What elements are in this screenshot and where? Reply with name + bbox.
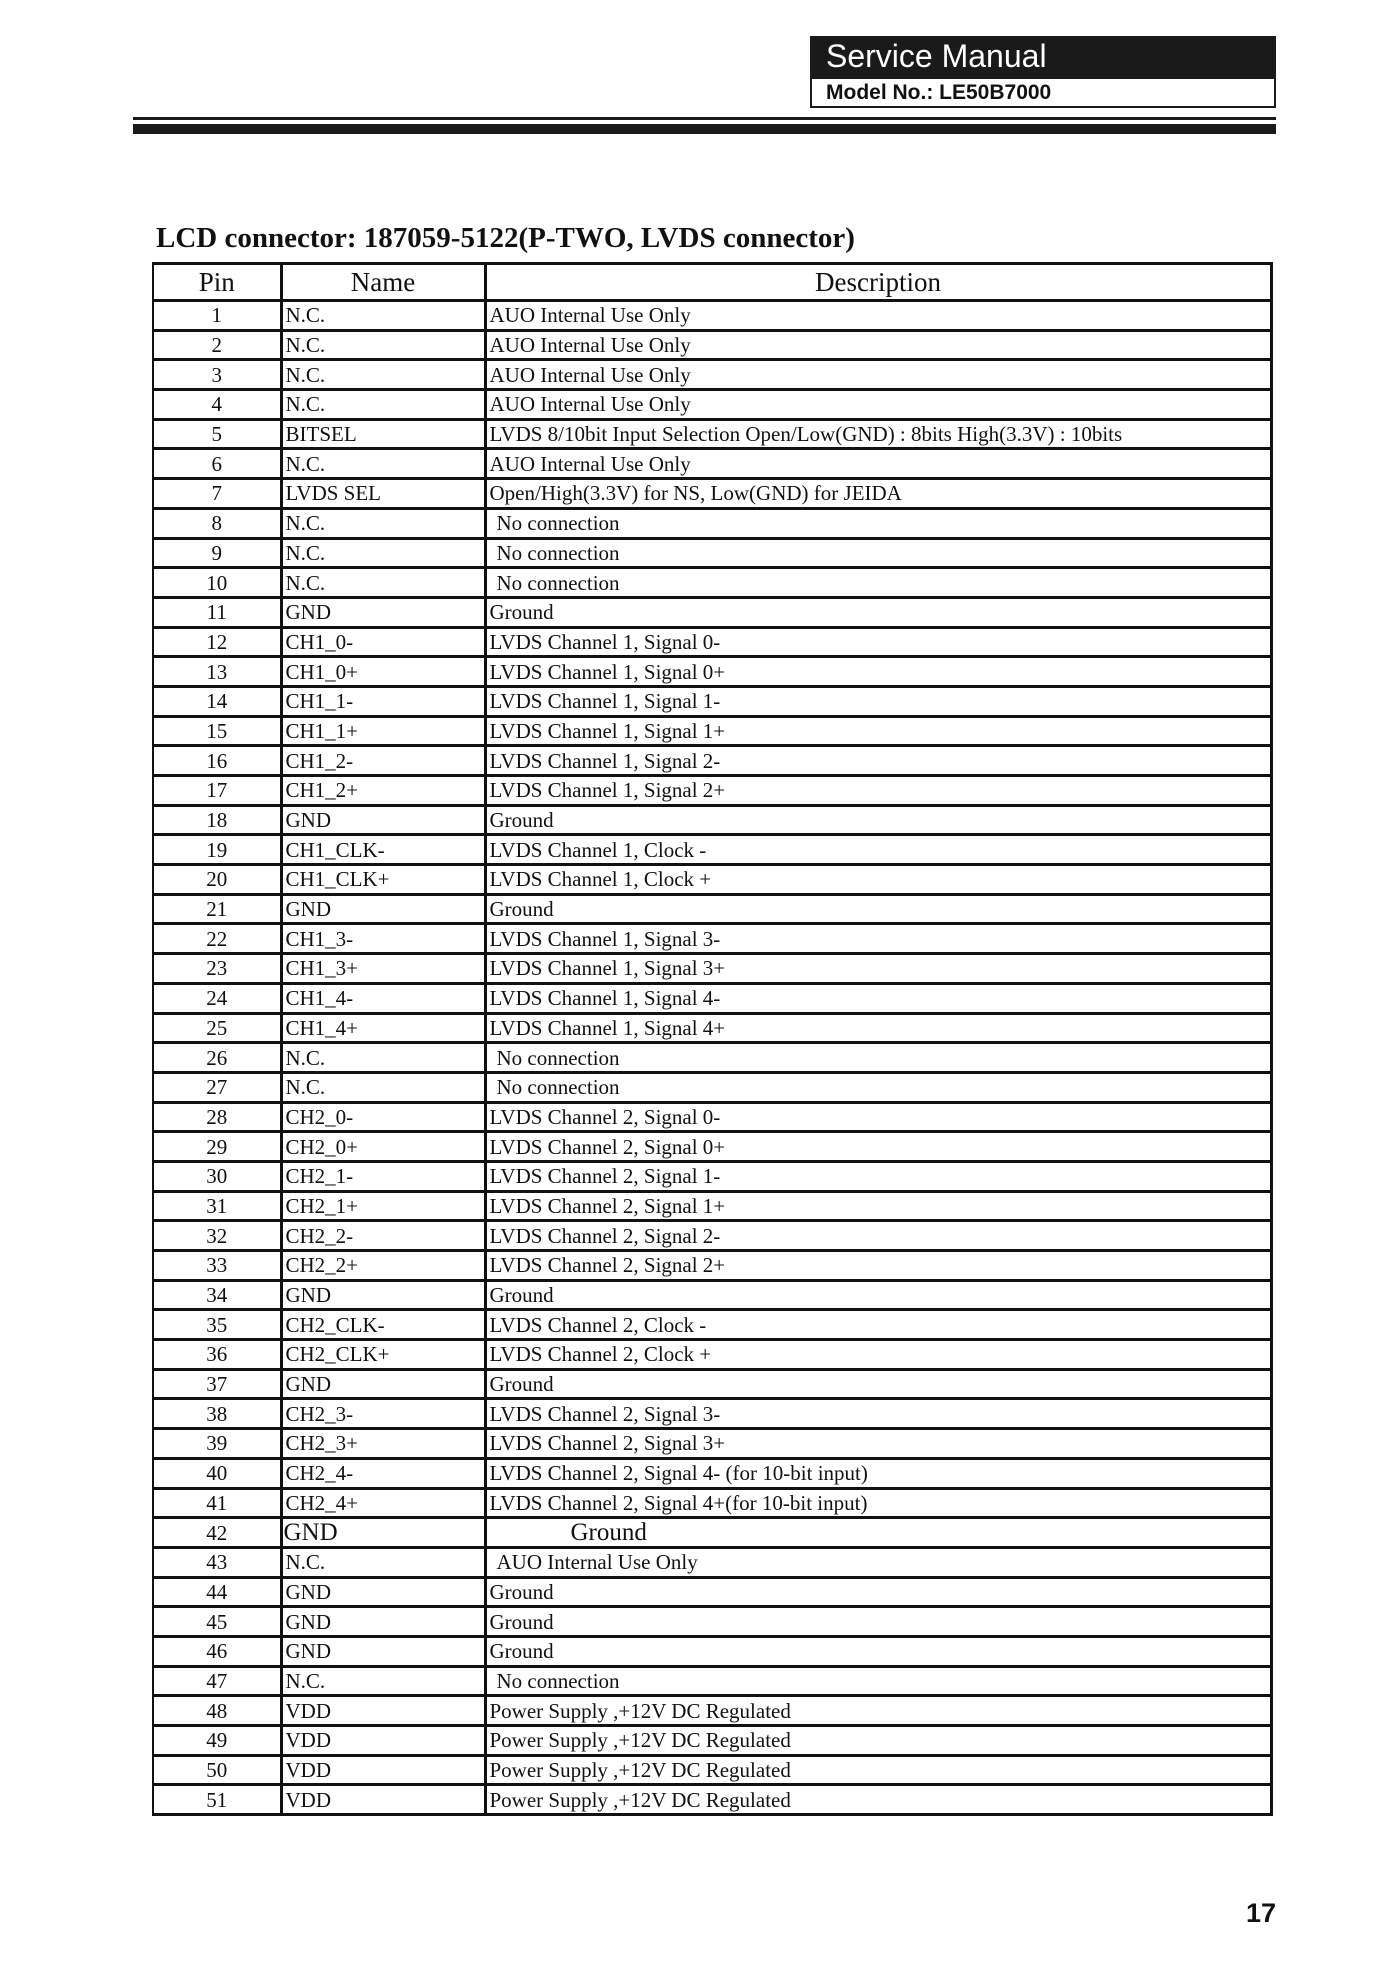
description-cell: Power Supply ,+12V DC Regulated	[485, 1726, 1271, 1756]
name-cell: VDD	[281, 1726, 485, 1756]
header-rule-thin	[133, 117, 1276, 120]
name-cell: CH1_2-	[281, 746, 485, 776]
manual-title: Service Manual	[810, 36, 1276, 77]
name-cell: N.C.	[281, 508, 485, 538]
name-cell: N.C.	[281, 1043, 485, 1073]
table-row	[153, 1636, 1271, 1666]
pin-cell: 40	[153, 1458, 281, 1488]
pin-cell: 9	[153, 538, 281, 568]
description-cell: Power Supply ,+12V DC Regulated	[485, 1785, 1271, 1815]
table-row	[153, 538, 1271, 568]
name-cell: CH2_1+	[281, 1191, 485, 1221]
description-cell: LVDS Channel 2, Signal 4+(for 10-bit input)	[485, 1488, 1271, 1518]
name-cell: CH1_4-	[281, 983, 485, 1013]
name-cell: CH2_3+	[281, 1429, 485, 1459]
description-cell: Ground	[485, 805, 1271, 835]
pin-cell: 30	[153, 1161, 281, 1191]
pin-cell: 19	[153, 835, 281, 865]
pin-cell: 49	[153, 1726, 281, 1756]
name-cell: CH1_CLK+	[281, 865, 485, 895]
name-cell: N.C.	[281, 538, 485, 568]
name-cell: N.C.	[281, 360, 485, 390]
name-cell: GND	[281, 1280, 485, 1310]
description-cell: Ground	[485, 1280, 1271, 1310]
pin-cell: 29	[153, 1132, 281, 1162]
name-cell: CH1_CLK-	[281, 835, 485, 865]
pin-cell: 7	[153, 479, 281, 509]
name-cell: CH1_0+	[281, 657, 485, 687]
table-row	[153, 1191, 1271, 1221]
name-cell: GND	[281, 1607, 485, 1637]
table-row	[153, 1518, 1271, 1548]
name-cell: CH2_3-	[281, 1399, 485, 1429]
column-header-pin: Pin	[153, 264, 281, 301]
name-cell: CH1_0-	[281, 627, 485, 657]
description-cell: LVDS Channel 2, Clock -	[485, 1310, 1271, 1340]
pin-cell: 15	[153, 716, 281, 746]
pin-cell: 16	[153, 746, 281, 776]
pin-cell: 46	[153, 1636, 281, 1666]
description-cell: LVDS Channel 1, Clock +	[485, 865, 1271, 895]
description-cell: LVDS Channel 2, Signal 1-	[485, 1161, 1271, 1191]
description-cell: LVDS Channel 2, Signal 1+	[485, 1191, 1271, 1221]
table-row	[153, 1280, 1271, 1310]
description-cell: LVDS Channel 1, Signal 2-	[485, 746, 1271, 776]
pin-cell: 25	[153, 1013, 281, 1043]
pin-cell: 11	[153, 597, 281, 627]
table-row	[153, 1429, 1271, 1459]
pin-cell: 41	[153, 1488, 281, 1518]
table-row	[153, 1755, 1271, 1785]
description-cell: No connection	[485, 1072, 1271, 1102]
table-row	[153, 954, 1271, 984]
table-row	[153, 1369, 1271, 1399]
table-row	[153, 1161, 1271, 1191]
description-cell: LVDS Channel 1, Signal 0+	[485, 657, 1271, 687]
pin-cell: 23	[153, 954, 281, 984]
name-cell: VDD	[281, 1696, 485, 1726]
pin-cell: 37	[153, 1369, 281, 1399]
pin-cell: 43	[153, 1547, 281, 1577]
table-row	[153, 924, 1271, 954]
pin-cell: 45	[153, 1607, 281, 1637]
pin-cell: 21	[153, 894, 281, 924]
table-row	[153, 716, 1271, 746]
table-row	[153, 1666, 1271, 1696]
description-cell: LVDS Channel 1, Signal 1+	[485, 716, 1271, 746]
description-cell: LVDS Channel 1, Clock -	[485, 835, 1271, 865]
pin-cell: 10	[153, 568, 281, 598]
pin-cell: 4	[153, 390, 281, 420]
table-row	[153, 1221, 1271, 1251]
table-row	[153, 746, 1271, 776]
header-box	[810, 36, 1276, 110]
pin-cell: 13	[153, 657, 281, 687]
pin-cell: 47	[153, 1666, 281, 1696]
name-cell: BITSEL	[281, 419, 485, 449]
table-row	[153, 597, 1271, 627]
table-row	[153, 1726, 1271, 1756]
pin-cell: 2	[153, 330, 281, 360]
description-cell: No connection	[485, 538, 1271, 568]
pin-cell: 18	[153, 805, 281, 835]
table-row	[153, 1340, 1271, 1370]
name-cell: LVDS SEL	[281, 479, 485, 509]
table-row	[153, 1043, 1271, 1073]
description-cell: LVDS Channel 1, Signal 1-	[485, 686, 1271, 716]
description-cell: Open/High(3.3V) for NS, Low(GND) for JEIDA	[485, 479, 1271, 509]
table-row	[153, 1251, 1271, 1281]
description-cell: AUO Internal Use Only	[485, 1547, 1271, 1577]
pin-cell: 22	[153, 924, 281, 954]
description-cell: AUO Internal Use Only	[485, 360, 1271, 390]
table-header-row	[153, 264, 1271, 301]
name-cell: CH1_2+	[281, 776, 485, 806]
table-row	[153, 1785, 1271, 1815]
name-cell: N.C.	[281, 449, 485, 479]
table-row	[153, 1310, 1271, 1340]
name-cell: N.C.	[281, 390, 485, 420]
name-cell: CH1_3-	[281, 924, 485, 954]
table-row	[153, 1607, 1271, 1637]
description-cell: No connection	[485, 1043, 1271, 1073]
description-cell: Ground	[485, 597, 1271, 627]
pin-cell: 33	[153, 1251, 281, 1281]
table-row	[153, 301, 1271, 331]
name-cell: N.C.	[281, 330, 485, 360]
pin-cell: 26	[153, 1043, 281, 1073]
name-cell: CH2_2-	[281, 1221, 485, 1251]
pin-cell: 50	[153, 1755, 281, 1785]
pin-cell: 39	[153, 1429, 281, 1459]
description-cell: LVDS Channel 1, Signal 4-	[485, 983, 1271, 1013]
name-cell: GND	[281, 894, 485, 924]
pin-cell: 38	[153, 1399, 281, 1429]
name-cell: N.C.	[281, 301, 485, 331]
page-number: 17	[1246, 1898, 1277, 1928]
table-row	[153, 894, 1271, 924]
description-cell: LVDS Channel 2, Signal 3-	[485, 1399, 1271, 1429]
table-row	[153, 1547, 1271, 1577]
name-cell: CH1_4+	[281, 1013, 485, 1043]
table-row	[153, 805, 1271, 835]
description-cell: AUO Internal Use Only	[485, 390, 1271, 420]
pin-cell: 6	[153, 449, 281, 479]
header-rule-thick	[133, 124, 1276, 134]
description-cell: Ground	[485, 894, 1271, 924]
pin-cell: 14	[153, 686, 281, 716]
description-cell: Power Supply ,+12V DC Regulated	[485, 1696, 1271, 1726]
description-cell: Ground	[485, 1636, 1271, 1666]
pin-cell: 42	[153, 1518, 281, 1548]
pin-cell: 3	[153, 360, 281, 390]
name-cell: N.C.	[281, 1072, 485, 1102]
table-row	[153, 627, 1271, 657]
name-cell: CH1_1+	[281, 716, 485, 746]
table-row	[153, 1102, 1271, 1132]
table-row	[153, 776, 1271, 806]
pin-cell: 31	[153, 1191, 281, 1221]
description-cell: LVDS Channel 1, Signal 4+	[485, 1013, 1271, 1043]
pin-cell: 48	[153, 1696, 281, 1726]
description-cell: Ground	[485, 1518, 1271, 1548]
pin-cell: 51	[153, 1785, 281, 1815]
table-row	[153, 835, 1271, 865]
table-row	[153, 686, 1271, 716]
pin-cell: 5	[153, 419, 281, 449]
pin-table	[152, 262, 1273, 1816]
table-row	[153, 390, 1271, 420]
name-cell: CH1_3+	[281, 954, 485, 984]
name-cell: VDD	[281, 1785, 485, 1815]
name-cell: CH2_0-	[281, 1102, 485, 1132]
description-cell: LVDS Channel 2, Signal 4- (for 10-bit input)	[485, 1458, 1271, 1488]
description-cell: LVDS Channel 2, Signal 2-	[485, 1221, 1271, 1251]
table-row	[153, 657, 1271, 687]
name-cell: VDD	[281, 1755, 485, 1785]
description-cell: Ground	[485, 1577, 1271, 1607]
description-cell: LVDS 8/10bit Input Selection Open/Low(GND) : 8bits High(3.3V) : 10bits	[485, 419, 1271, 449]
description-cell: Ground	[485, 1607, 1271, 1637]
pin-cell: 24	[153, 983, 281, 1013]
table-row	[153, 1488, 1271, 1518]
description-cell: LVDS Channel 2, Signal 0+	[485, 1132, 1271, 1162]
description-cell: LVDS Channel 1, Signal 0-	[485, 627, 1271, 657]
table-row	[153, 330, 1271, 360]
connector-title: LCD connector: 187059-5122(P-TWO, LVDS connector)	[156, 222, 855, 254]
name-cell: CH2_4-	[281, 1458, 485, 1488]
description-cell: LVDS Channel 2, Signal 0-	[485, 1102, 1271, 1132]
name-cell: CH2_4+	[281, 1488, 485, 1518]
pin-cell: 44	[153, 1577, 281, 1607]
description-cell: LVDS Channel 2, Clock +	[485, 1340, 1271, 1370]
table-row	[153, 865, 1271, 895]
description-cell: No connection	[485, 508, 1271, 538]
table-row	[153, 1458, 1271, 1488]
description-cell: No connection	[485, 568, 1271, 598]
pin-table-body	[153, 301, 1271, 1815]
name-cell: GND	[281, 1369, 485, 1399]
table-row	[153, 1399, 1271, 1429]
name-cell: CH2_1-	[281, 1161, 485, 1191]
pin-cell: 1	[153, 301, 281, 331]
name-cell: CH2_2+	[281, 1251, 485, 1281]
description-cell: AUO Internal Use Only	[485, 449, 1271, 479]
description-cell: LVDS Channel 2, Signal 2+	[485, 1251, 1271, 1281]
name-cell: GND	[281, 597, 485, 627]
table-row	[153, 1577, 1271, 1607]
table-row	[153, 1696, 1271, 1726]
table-row	[153, 449, 1271, 479]
description-cell: LVDS Channel 1, Signal 2+	[485, 776, 1271, 806]
pin-cell: 20	[153, 865, 281, 895]
table-row	[153, 508, 1271, 538]
pin-cell: 36	[153, 1340, 281, 1370]
name-cell: GND	[281, 1636, 485, 1666]
description-cell: Ground	[485, 1369, 1271, 1399]
description-cell: AUO Internal Use Only	[485, 301, 1271, 331]
table-row	[153, 568, 1271, 598]
pin-cell: 32	[153, 1221, 281, 1251]
name-cell: CH2_CLK+	[281, 1340, 485, 1370]
name-cell: GND	[281, 1577, 485, 1607]
column-header-name: Name	[281, 264, 485, 301]
name-cell: CH1_1-	[281, 686, 485, 716]
pin-cell: 27	[153, 1072, 281, 1102]
pin-cell: 17	[153, 776, 281, 806]
description-cell: No connection	[485, 1666, 1271, 1696]
name-cell: N.C.	[281, 1547, 485, 1577]
name-cell: GND	[281, 805, 485, 835]
table-row	[153, 1072, 1271, 1102]
table-row	[153, 419, 1271, 449]
name-cell: CH2_0+	[281, 1132, 485, 1162]
pin-cell: 28	[153, 1102, 281, 1132]
pin-cell: 35	[153, 1310, 281, 1340]
pin-cell: 34	[153, 1280, 281, 1310]
model-number: Model No.: LE50B7000	[810, 77, 1276, 108]
name-cell: N.C.	[281, 1666, 485, 1696]
table-row	[153, 1013, 1271, 1043]
description-cell: LVDS Channel 2, Signal 3+	[485, 1429, 1271, 1459]
table-row	[153, 360, 1271, 390]
name-cell: GND	[281, 1518, 485, 1548]
description-cell: Power Supply ,+12V DC Regulated	[485, 1755, 1271, 1785]
table-row	[153, 1132, 1271, 1162]
name-cell: N.C.	[281, 568, 485, 598]
column-header-description: Description	[485, 264, 1271, 301]
name-cell: CH2_CLK-	[281, 1310, 485, 1340]
description-cell: LVDS Channel 1, Signal 3-	[485, 924, 1271, 954]
table-row	[153, 983, 1271, 1013]
description-cell: AUO Internal Use Only	[485, 330, 1271, 360]
pin-cell: 8	[153, 508, 281, 538]
table-row	[153, 479, 1271, 509]
description-cell: LVDS Channel 1, Signal 3+	[485, 954, 1271, 984]
pin-cell: 12	[153, 627, 281, 657]
